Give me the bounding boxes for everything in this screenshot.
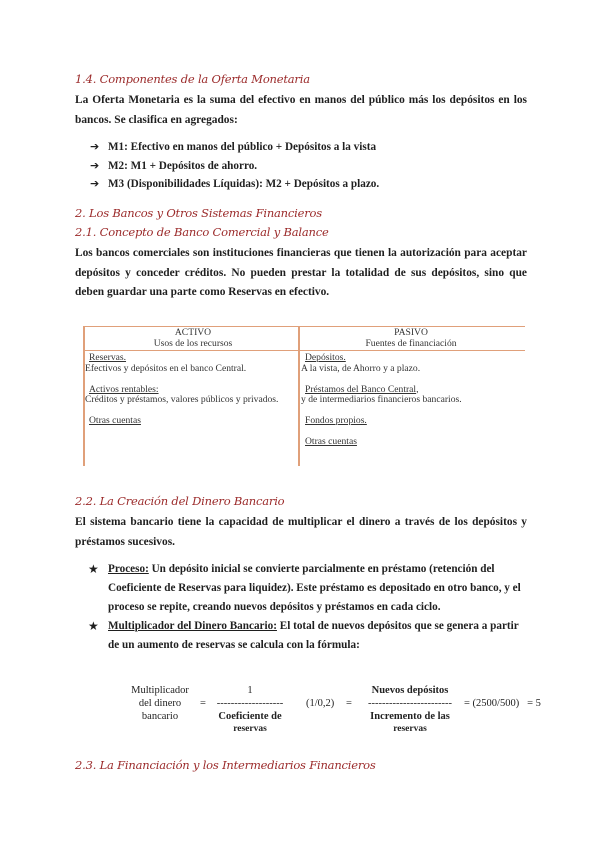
star-icon: ★ [88,619,99,633]
oferta-monetaria-paragraph: La Oferta Monetaria es la suma del efectivo en manos del público más los depósitos en los bancos. Se clasifica en agregados: [75,94,527,126]
list-item: ➔ M2: M1 + Depósitos de ahorro. [90,157,379,176]
dinero-bancario-bullets [88,560,528,655]
star-icon: ★ [88,562,99,576]
heading-2-3: 2.3. La Financiación y los Intermediarios Financieros [75,758,376,772]
formula-fraction-1: 1 ------------------- Coeficiente de reservas [216,685,284,734]
pasivo-cell: Depósitos. A la vista, de Ahorro y a plazo. Préstamos del Banco Central, y de intermediarios financieros bancarios. Fondos propios. Otras cuentas [301,352,462,447]
agregados-list [90,138,379,194]
heading-1-4: 1.4. Componentes de la Oferta Monetaria [75,72,310,86]
activo-header: ACTIVO Usos de los recursos [153,327,233,349]
list-item: ➔ M3 (Disponibilidades Líquidas): M2 + Depósitos a plazo. [90,175,379,194]
arrow-right-icon: ➔ [90,140,100,153]
heading-2-1: 2.1. Concepto de Banco Comercial y Balance [75,225,329,239]
formula-fraction-2: Nuevos depósitos ------------------------ Incremento de las reservas [368,685,452,734]
equals-sign: = [346,698,352,709]
balance-table [83,326,525,466]
table-divider [298,326,300,466]
list-item: ★ Proceso: Un depósito inicial se convierte parcialmente en préstamo (retención del Coeficiente de Reservas para liquidez). Este préstamo es depositado en otro banco, y el proceso se repite, creando nuevos depósitos y préstamos en cada ciclo. [88,562,521,613]
formula-lhs: Multiplicador del dinero bancario [131,685,189,722]
heading-2-2: 2.2. La Creación del Dinero Bancario [75,494,285,508]
list-item: ➔ M1: Efectivo en manos del público + Depósitos a la vista [90,138,379,157]
equals-sign: = [200,698,206,709]
heading-2: 2. Los Bancos y Otros Sistemas Financieros [75,206,322,220]
pasivo-header: PASIVO Fuentes de financiación [365,327,457,349]
dinero-bancario-paragraph: El sistema bancario tiene la capacidad de multiplicar el dinero a través de los depósitos y préstamos sucesivos. [75,516,527,548]
list-item: ★ Multiplicador del Dinero Bancario: El total de nuevos depósitos que se genera a partir de un aumento de reservas se calcula con la fórmula: [88,619,519,651]
arrow-right-icon: ➔ [90,177,100,190]
balance-header [83,326,525,351]
formula-result: = (2500/500) = 5 [464,698,541,709]
formula-value: (1/0,2) [306,698,335,709]
arrow-right-icon: ➔ [90,158,100,172]
bancos-comerciales-paragraph: Los bancos comerciales son instituciones financieras que tienen la autorización para aceptar depósitos y conceder créditos. No pueden prestar la totalidad de sus depósitos, sino que deben guardar una parte como Reservas en efectivo. [75,247,527,298]
activo-cell: Reservas. Efectivos y depósitos en el banco Central. Activos rentables: Créditos y préstamos, valores públicos y privados. Otras cuentas [85,352,279,426]
